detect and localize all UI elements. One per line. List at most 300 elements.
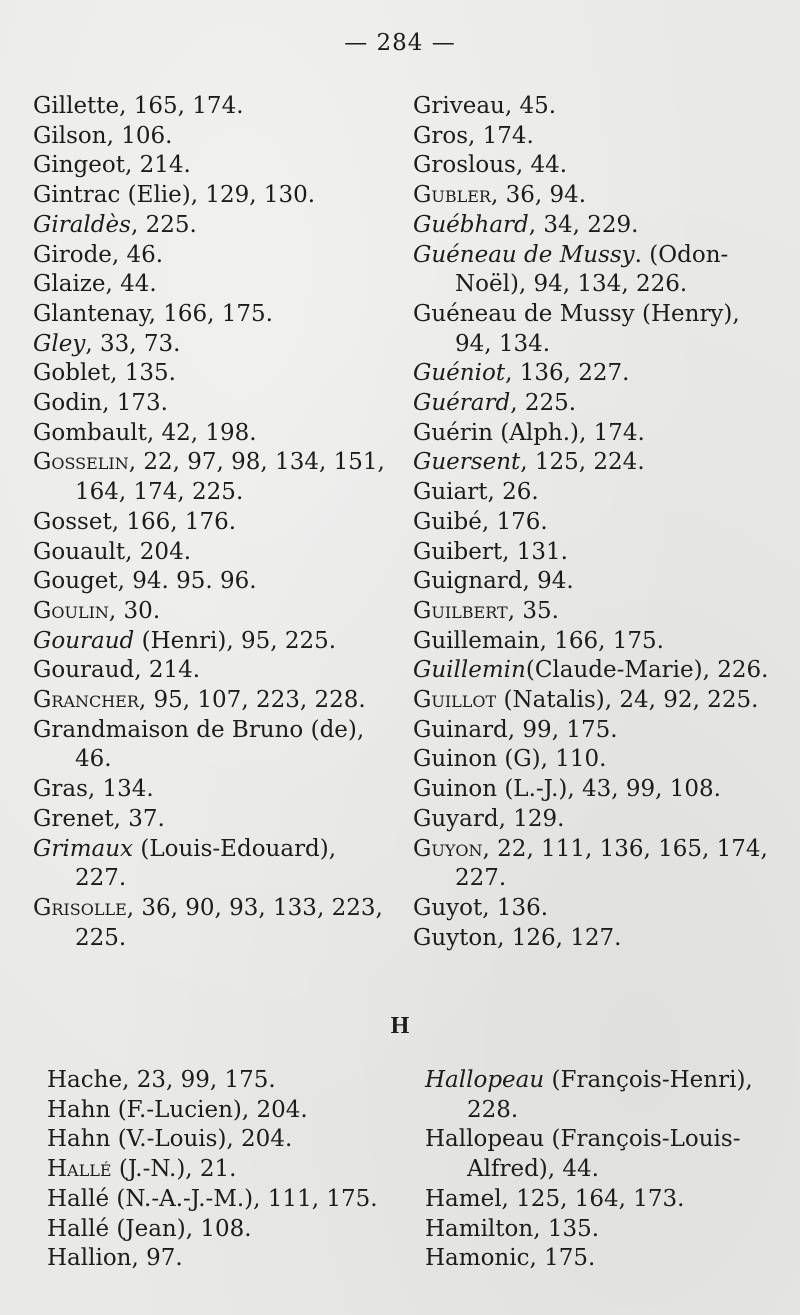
index-entry-line: [413, 390, 576, 416]
index-entry-pages: 34, 229.: [543, 211, 639, 238]
index-entry: [47, 1185, 407, 1215]
index-entry-line: [33, 687, 366, 713]
index-entry-line: [33, 895, 383, 921]
index-entry: [425, 1066, 795, 1125]
index-entry-separator: ,: [468, 122, 483, 149]
index-entry-pages: 175.: [544, 1245, 596, 1272]
index-entry-line: [33, 420, 257, 446]
index-entry-line: [33, 271, 157, 297]
index-entry-pages: 42, 198.: [161, 419, 257, 446]
index-entry-name: Glaize: [33, 271, 106, 298]
index-entry-line: [413, 776, 721, 802]
index-entry: [33, 894, 403, 953]
index-entry-pages: 126, 127.: [511, 924, 622, 951]
index-entry: [425, 1125, 795, 1184]
index-entry: [33, 389, 403, 419]
page-number: — 284 —: [344, 30, 456, 56]
index-entry-pages: 214.: [139, 152, 191, 179]
index-entry-line: [33, 449, 385, 475]
index-entry-pages: 111, 175.: [267, 1185, 378, 1212]
index-entry-separator: ,: [87, 776, 103, 803]
index-entry: [33, 686, 403, 716]
index-entry-separator: ,: [504, 93, 520, 119]
index-entry-pages: (François-Henri),: [551, 1067, 753, 1093]
index-entry-pages: 214.: [148, 657, 201, 684]
index-entry-line: [425, 1186, 684, 1212]
index-entry-line: [413, 628, 664, 654]
index-entry: [33, 656, 403, 686]
index-entry-pages: 36, 94.: [505, 182, 587, 209]
index-entry: [47, 1155, 407, 1185]
index-entry-separator: ,: [134, 657, 149, 684]
index-entry-separator: ,: [482, 894, 497, 921]
index-entry-name: Gubler: [413, 182, 491, 209]
index-entry-pages: 129.: [513, 805, 565, 832]
index-entry: [33, 181, 403, 211]
index-entry-separator: ,: [502, 538, 517, 565]
index-entry: [33, 567, 403, 597]
index-entry-name: Hamonic: [425, 1245, 530, 1272]
index-entry-separator: [544, 1067, 551, 1093]
index-entry: [425, 1185, 795, 1215]
index-entry-line: [413, 509, 548, 535]
index-entry: [413, 894, 793, 924]
index-entry: [413, 835, 793, 894]
index-entry-pages: 99, 175.: [522, 716, 618, 743]
index-entry-separator: ,: [253, 1185, 268, 1212]
index-entry-pages: 22, 97, 98, 134, 151,: [143, 449, 385, 476]
index-entry-separator: ,: [111, 508, 127, 535]
index-entry-pages-continued: 46.: [75, 746, 112, 773]
index-entry-line: [47, 1126, 292, 1152]
index-entry-line: [33, 628, 336, 654]
index-entry-line: [413, 598, 559, 624]
index-entry-pages: 97.: [146, 1245, 183, 1272]
index-entry-separator: ,: [128, 449, 144, 476]
index-entry-name: Guébhard: [413, 211, 529, 238]
index-entry-line: [33, 331, 180, 357]
index-entry: [33, 627, 403, 657]
index-entry-name: Gingeot: [33, 152, 125, 179]
index-entry-pages: 46.: [126, 241, 164, 268]
index-entry-pages: (François-Louis-: [551, 1126, 741, 1153]
index-entry-line: [413, 746, 607, 772]
index-entry-line: [47, 1186, 378, 1212]
index-entry-pages: 33, 73.: [99, 330, 181, 357]
index-entry-name: Godin: [33, 390, 103, 417]
index-entry: [33, 835, 403, 894]
index-entry-separator: ,: [148, 300, 164, 327]
index-entry-separator: [112, 1156, 119, 1182]
index-entry: [33, 211, 403, 241]
index-entry-separator: ,: [113, 805, 129, 832]
index-entry-line: [33, 717, 364, 743]
index-entry-line: [413, 360, 629, 386]
index-entry: [413, 805, 793, 835]
index-entry: [413, 686, 793, 716]
index-entry: [413, 419, 793, 449]
index-entry-separator: ,: [507, 597, 523, 624]
index-entry: [413, 716, 793, 746]
index-entry: [413, 448, 793, 478]
index-entry-separator: ,: [106, 122, 122, 149]
index-entry-pages: (Natalis), 24, 92, 225.: [503, 687, 759, 714]
index-entry-name: Gillette: [33, 93, 120, 119]
index-entry-line: [413, 539, 568, 565]
index-entry-name: Guéneau de Mussy: [413, 300, 635, 327]
index-entry: [33, 151, 403, 181]
index-entry-name: Goblet: [33, 360, 111, 387]
index-entry-name: Guilbert: [413, 597, 508, 624]
index-entry-pages: 95, 107, 223, 228.: [153, 687, 366, 714]
index-entry-name: Giraldès: [33, 211, 131, 238]
index-entry-separator: ,: [119, 93, 134, 119]
index-entry-pages-continued: 94, 134.: [455, 330, 551, 357]
index-entry: [413, 122, 793, 152]
index-entry-separator: ,: [241, 1096, 257, 1123]
index-entry-separator: [635, 301, 642, 327]
index-entry-pages-continued: 227.: [75, 865, 127, 892]
index-entry-pages: (J.-N.), 21.: [118, 1156, 237, 1183]
index-entry-pages: 22, 111, 136, 165, 174,: [497, 835, 768, 862]
index-entry-line: [47, 1156, 237, 1182]
index-entry: [33, 241, 403, 271]
index-entry-name: Guinon (G): [413, 746, 541, 773]
index-entry-pages: (Claude-Marie), 226.: [525, 657, 769, 684]
index-entry-pages: 135.: [547, 1215, 600, 1242]
index-entry: [413, 745, 793, 775]
index-column-right-top: [413, 92, 793, 953]
index-entry-name: Guillemin: [413, 657, 526, 684]
index-entry: [33, 92, 403, 122]
index-entry-separator: ,: [520, 449, 535, 476]
index-entry-pages: 174.: [482, 122, 534, 149]
index-entry: [47, 1244, 407, 1274]
index-entry-separator: ,: [117, 568, 133, 595]
index-entry-pages-continued: 225.: [75, 924, 127, 951]
index-entry-pages: 136, 227.: [519, 360, 630, 387]
index-entry-pages: 225.: [524, 390, 577, 417]
index-entry-line: [413, 479, 539, 505]
index-entry-separator: ,: [190, 182, 206, 209]
index-entry: [413, 627, 793, 657]
index-entry-line: [413, 836, 768, 862]
index-entry-name: Gintrac (Elie): [33, 182, 191, 209]
index-column-left-top: [33, 92, 403, 953]
index-entry-pages: 129, 130.: [205, 182, 316, 209]
index-entry-line: [413, 93, 556, 119]
index-column-left-bottom: [47, 1066, 407, 1274]
index-entry-line: [33, 598, 160, 624]
index-entry-name: Grimaux: [33, 835, 134, 862]
index-entry-line: [413, 657, 768, 683]
index-entry-pages: 43, 99, 108.: [582, 776, 721, 803]
index-entry-line: [413, 152, 567, 178]
index-entry-name: Gros: [413, 122, 469, 149]
index-entry-pages: 36, 90, 93, 133, 223,: [141, 894, 383, 921]
index-entry-name: Gilson: [33, 122, 107, 149]
index-entry-name: Guignard: [413, 568, 523, 595]
index-entry-pages: 125, 164, 173.: [516, 1185, 685, 1212]
index-entry-pages: 37.: [128, 805, 165, 832]
index-entry-line: [413, 717, 618, 743]
index-entry: [413, 538, 793, 568]
index-entry: [33, 716, 403, 775]
index-entry: [33, 805, 403, 835]
index-entry-separator: ,: [497, 924, 512, 951]
index-entry-name: Groslous: [413, 152, 516, 179]
index-entry-name: Guéniot: [413, 360, 506, 387]
index-entry-separator: ,: [105, 271, 121, 298]
index-entry-name: Gouault: [33, 538, 126, 565]
index-entry: [33, 508, 403, 538]
index-entry-separator: ,: [138, 687, 154, 714]
index-entry-line: [425, 1245, 595, 1271]
index-entry-separator: ,: [567, 776, 582, 803]
index-entry-separator: ,: [507, 716, 523, 743]
index-entry-separator: ,: [131, 1245, 147, 1272]
index-entry-name: Hallopeau: [425, 1126, 545, 1153]
index-entry-line: [33, 568, 257, 594]
index-entry: [413, 359, 793, 389]
index-entry-name: Gouraud: [33, 657, 135, 684]
index-entry-pages: 45.: [519, 93, 557, 119]
index-entry-line: [33, 657, 200, 683]
index-entry-line: [33, 152, 191, 178]
index-entry-pages: 176.: [496, 508, 548, 535]
index-entry: [33, 300, 403, 330]
index-entry-line: [413, 895, 548, 921]
index-entry-name: Guyot: [413, 894, 483, 921]
index-entry-name: Hallé: [47, 1156, 112, 1183]
index-entry-separator: ,: [487, 479, 503, 506]
index-entry-pages: (Henri), 95, 225.: [141, 627, 337, 654]
index-entry-name: Guinon (L.-J.): [413, 776, 568, 803]
index-entry: [33, 775, 403, 805]
index-entry-name: Guérin (Alph.): [413, 419, 580, 446]
index-entry-name: Guyard: [413, 805, 499, 832]
index-entry-name: Hahn (F.-Lucien): [47, 1096, 242, 1123]
index-entry-name: Guyton: [413, 924, 498, 951]
index-entry-line: [425, 1067, 753, 1093]
index-entry-pages: 166, 175.: [554, 627, 664, 654]
index-entry: [413, 478, 793, 508]
index-entry-name: Grisolle: [33, 894, 127, 921]
index-entry-separator: ,: [102, 390, 117, 417]
index-entry-line: [413, 420, 645, 446]
index-entry-line: [33, 390, 168, 416]
index-entry-separator: ,: [482, 835, 498, 862]
index-column-right-bottom: [425, 1066, 795, 1274]
index-entry-pages: (Henry),: [641, 300, 740, 327]
index-entry: [413, 241, 793, 300]
index-entry-separator: ,: [226, 1126, 242, 1153]
index-entry-separator: ,: [185, 1215, 201, 1242]
index-entry-pages: 108.: [200, 1215, 252, 1242]
index-entry-separator: ,: [540, 746, 556, 773]
index-entry-name: Hahn (V.-Louis): [47, 1126, 227, 1153]
index-entry-separator: ,: [85, 330, 100, 357]
index-entry-line: [33, 182, 315, 208]
index-entry: [33, 538, 403, 568]
index-entry-name: Hallopeau: [425, 1067, 545, 1093]
index-entry-name: Gosselin: [33, 449, 129, 476]
index-entry-name: Guillemain: [413, 627, 540, 654]
index-entry: [47, 1066, 407, 1096]
index-entry-pages: 173.: [116, 390, 168, 417]
index-entry-line: [33, 539, 191, 565]
index-entry-name: Guillot: [413, 687, 497, 714]
index-entry-line: [33, 212, 197, 238]
index-entry-name: Hache: [47, 1067, 123, 1093]
index-entry-name: Guinard: [413, 716, 508, 743]
index-entry: [47, 1096, 407, 1126]
index-entry-line: [425, 1126, 741, 1152]
index-entry-name: Goulin: [33, 597, 109, 624]
index-entry-line: [413, 568, 574, 594]
index-entry-pages: 23, 99, 175.: [136, 1067, 276, 1093]
index-entry-line: [33, 93, 244, 119]
index-entry-name: Gras: [33, 776, 88, 803]
index-entry-pages: 44.: [120, 271, 157, 298]
index-entry: [33, 270, 403, 300]
index-entry-separator: ,: [146, 419, 162, 446]
index-entry-pages-continued: 228.: [467, 1096, 519, 1123]
index-entry: [33, 359, 403, 389]
index-entry: [47, 1125, 407, 1155]
index-entry-pages: 135.: [124, 360, 176, 387]
index-entry-line: [425, 1216, 599, 1242]
index-entry-line: [47, 1067, 276, 1093]
index-entry-name: Hallé (N.-A.-J.-M.): [47, 1185, 254, 1212]
index-entry-pages: 204.: [256, 1096, 308, 1123]
index-entry: [47, 1215, 407, 1245]
index-entry-name: Guibé: [413, 508, 482, 535]
section-heading: H: [390, 1013, 410, 1039]
index-entry-separator: ,: [522, 568, 538, 595]
index-entry-line: [413, 212, 639, 238]
index-entry-separator: [544, 1126, 551, 1152]
index-entry-pages: 94.: [537, 568, 574, 595]
index-entry: [413, 775, 793, 805]
index-entry-pages: 166, 176.: [126, 508, 237, 535]
index-entry-line: [33, 509, 236, 535]
index-entry-name: Grancher: [33, 687, 139, 714]
index-entry-pages-continued: Alfred), 44.: [467, 1156, 599, 1183]
index-entry-pages: 44.: [530, 152, 568, 179]
index-entry-separator: ,: [110, 360, 125, 387]
index-entry: [413, 567, 793, 597]
index-entry-separator: ,: [528, 211, 544, 238]
index-entry-name: Gley: [33, 330, 86, 357]
index-entry-separator: [496, 687, 503, 713]
index-entry-pages: 225.: [145, 211, 197, 238]
index-entry-separator: ,: [515, 152, 531, 179]
index-entry-name: Hallion: [47, 1245, 132, 1272]
index-entry-separator: ,: [490, 182, 506, 209]
index-entry-line: [413, 301, 740, 327]
index-entry-line: [413, 123, 534, 149]
index-entry: [33, 419, 403, 449]
index-entry: [33, 448, 403, 507]
index-entry-separator: [134, 628, 141, 654]
index-entry-separator: ,: [529, 1245, 545, 1272]
index-entry-line: [47, 1097, 308, 1123]
index-entry: [413, 508, 793, 538]
index-entry: [425, 1215, 795, 1245]
index-entry-separator: ,: [481, 508, 497, 535]
index-entry-separator: ,: [130, 211, 146, 238]
index-entry-pages: 166, 175.: [163, 300, 273, 327]
index-entry-line: [33, 806, 165, 832]
index-entry: [413, 656, 793, 686]
index-entry-pages: (Odon-: [649, 241, 729, 268]
index-entry-separator: .: [634, 241, 650, 268]
index-entry-pages: 131.: [516, 538, 568, 565]
index-entry-line: [33, 836, 336, 862]
index-entry-line: [33, 360, 176, 386]
index-entry-name: Glantenay: [33, 300, 149, 327]
index-entry-line: [33, 123, 172, 149]
index-entry-name: Grandmaison de Bruno (de): [33, 716, 357, 743]
index-entry-pages: 136.: [496, 894, 549, 921]
index-entry-pages: 30.: [123, 597, 161, 624]
index-entry-line: [413, 687, 758, 713]
index-entry-separator: ,: [533, 1215, 548, 1242]
index-entry-name: Guérard: [413, 390, 511, 417]
index-entry-separator: ,: [111, 241, 127, 268]
index-entry-separator: ,: [122, 1067, 137, 1093]
index-entry-pages: 204.: [241, 1126, 293, 1153]
index-entry: [425, 1244, 795, 1274]
index-entry-separator: ,: [579, 419, 594, 446]
index-entry-separator: ,: [108, 597, 124, 624]
index-entry-pages: 106.: [121, 122, 173, 149]
index-entry-line: [33, 301, 273, 327]
index-entry-line: [413, 449, 645, 475]
index-entry-pages: 204.: [139, 538, 192, 565]
index-entry-line: [33, 242, 163, 268]
index-entry: [413, 211, 793, 241]
index-entry: [413, 389, 793, 419]
index-entry: [413, 151, 793, 181]
index-entry-pages: 110.: [555, 746, 607, 773]
index-entry-separator: ,: [505, 360, 520, 387]
index-entry-separator: ,: [501, 1185, 517, 1212]
index-entry-pages-continued: 164, 174, 225.: [75, 479, 244, 506]
index-entry-pages: (Louis-Edouard),: [140, 835, 337, 862]
index-entry-pages-continued: 227.: [455, 865, 507, 892]
index-entry-pages: 94. 95. 96.: [132, 568, 257, 595]
index-entry-separator: ,: [125, 538, 140, 565]
index-entry-line: [413, 242, 728, 268]
index-entry-name: Gouget: [33, 568, 118, 595]
index-entry-line: [413, 806, 564, 832]
index-entry-name: Guiart: [413, 479, 488, 506]
index-entry-name: Gosset: [33, 508, 112, 535]
index-entry-line: [413, 182, 586, 208]
index-entry-name: Grenet: [33, 805, 114, 832]
index-entry: [33, 597, 403, 627]
index-entry-line: [47, 1245, 183, 1271]
index-entry-separator: ,: [124, 152, 140, 179]
index-entry: [33, 330, 403, 360]
index-entry-line: [413, 925, 621, 951]
index-entry: [413, 924, 793, 954]
index-entry: [413, 181, 793, 211]
index-entry: [413, 597, 793, 627]
index-entry-separator: ,: [126, 894, 142, 921]
